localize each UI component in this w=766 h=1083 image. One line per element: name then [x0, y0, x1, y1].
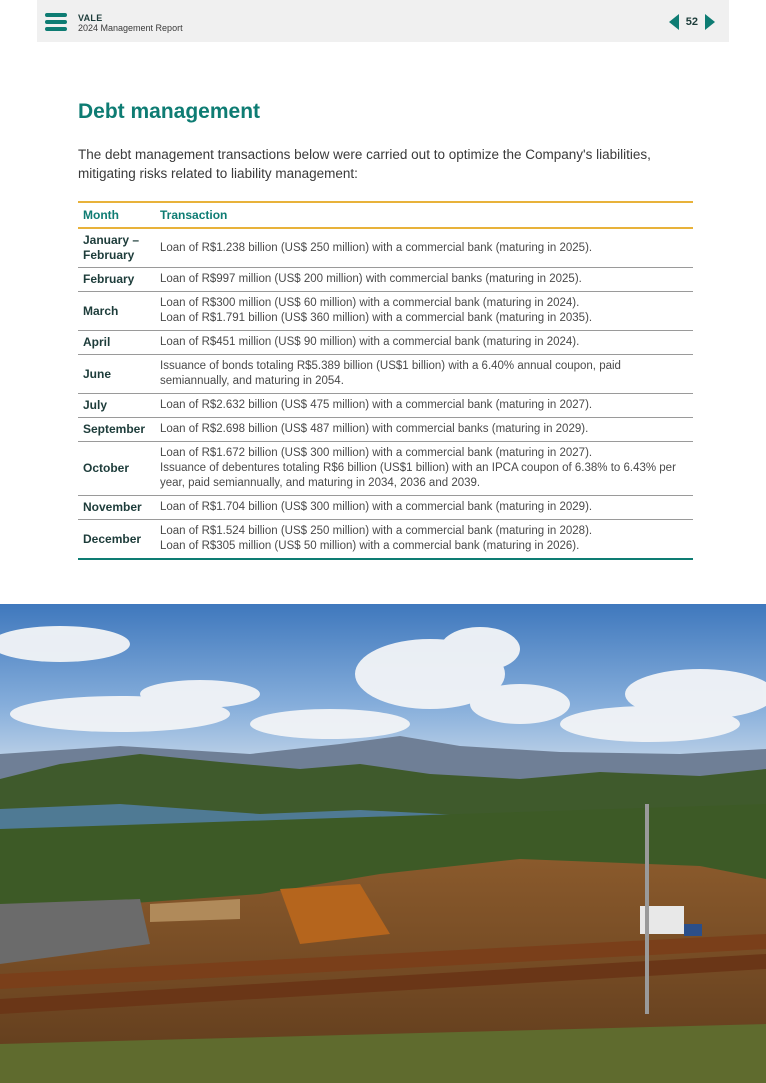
table-header-row	[78, 202, 693, 228]
debt-transactions-table	[78, 201, 693, 560]
row-transaction-cell	[155, 394, 693, 418]
table-row	[78, 228, 693, 268]
page-navigator	[669, 13, 715, 31]
transaction-line: Loan of R$1.704 billion (US$ 300 million) with a commercial bank (maturing in 2029).	[160, 501, 593, 513]
table-row	[78, 496, 693, 520]
transaction-line: Loan of R$451 million (US$ 90 million) with a commercial bank (maturing in 2024).	[160, 336, 580, 348]
row-month: April	[78, 331, 155, 355]
table-row	[78, 331, 693, 355]
row-month: July	[78, 394, 155, 418]
table-row	[78, 268, 693, 292]
row-month: December	[78, 520, 155, 560]
transaction-line: Loan of R$1.238 billion (US$ 250 million) with a commercial bank (maturing in 2025).	[160, 241, 593, 254]
report-brand	[78, 13, 183, 34]
row-transaction-cell	[155, 442, 693, 496]
transaction-line: Loan of R$305 million (US$ 50 million) with a commercial bank (maturing in 2026).	[160, 540, 580, 552]
table-row	[78, 394, 693, 418]
row-month: November	[78, 496, 155, 520]
table-body	[78, 228, 693, 559]
section-title: Debt management	[78, 100, 261, 123]
top-header-bar	[37, 0, 729, 42]
row-month: September	[78, 418, 155, 442]
row-transaction-cell	[155, 268, 693, 292]
transaction-line: Loan of R$1.672 billion (US$ 300 million) with a commercial bank (maturing in 2027).	[160, 447, 593, 459]
row-transaction-cell	[155, 292, 693, 331]
table-row	[78, 355, 693, 394]
report-subtitle: 2024 Management Report	[78, 23, 183, 33]
section-intro: The debt management transactions below were carried out to optimize the Company's liabilities, mitigating risks related to liability management:	[78, 147, 651, 181]
previous-page-arrow-icon[interactable]	[669, 14, 679, 30]
transaction-line: Loan of R$2.698 billion (US$ 487 million) with commercial banks (maturing in 2029).	[160, 423, 589, 435]
row-transaction-cell	[155, 520, 693, 560]
brand-name: VALE	[78, 13, 103, 23]
table-row	[78, 520, 693, 560]
row-month: October	[78, 442, 155, 496]
row-month: February	[78, 268, 155, 292]
transaction-line: Loan of R$300 million (US$ 60 million) with a commercial bank (maturing in 2024).	[160, 297, 580, 309]
column-header-month: Month	[83, 208, 119, 222]
next-page-arrow-icon[interactable]	[705, 14, 715, 30]
row-month: June	[78, 355, 155, 394]
row-transaction-cell	[155, 228, 693, 268]
transaction-line: Loan of R$1.524 billion (US$ 250 million) with a commercial bank (maturing in 2028).	[160, 525, 593, 537]
mining-site-photo	[0, 604, 766, 1083]
table-row	[78, 292, 693, 331]
table-row	[78, 418, 693, 442]
transaction-line: Issuance of bonds totaling R$5.389 billion (US$1 billion) with a 6.40% annual coupon, paid semiannually, and maturing in 2054.	[160, 360, 621, 387]
transaction-line: Loan of R$997 million (US$ 200 million) with commercial banks (maturing in 2025).	[160, 273, 582, 285]
page-number: 52	[685, 16, 698, 28]
column-header-transaction: Transaction	[160, 208, 228, 222]
transaction-line: Issuance of debentures totaling R$6 billion (US$1 billion) with an IPCA coupon of 6.38% to 6.43% per year, paid semiannually, and maturing in 2034, 2036 and 2039.	[160, 462, 676, 489]
row-transaction-cell	[155, 331, 693, 355]
row-transaction-cell	[155, 418, 693, 442]
table-row	[78, 442, 693, 496]
row-transaction-cell	[155, 355, 693, 394]
hamburger-menu-icon[interactable]	[45, 13, 67, 31]
transaction-line: Loan of R$1.791 billion (US$ 360 million) with a commercial bank (maturing in 2035).	[160, 312, 593, 324]
row-month: January – February	[78, 228, 155, 268]
row-transaction-cell	[155, 496, 693, 520]
row-month: March	[78, 292, 155, 331]
transaction-line: Loan of R$2.632 billion (US$ 475 million) with a commercial bank (maturing in 2027).	[160, 399, 593, 411]
